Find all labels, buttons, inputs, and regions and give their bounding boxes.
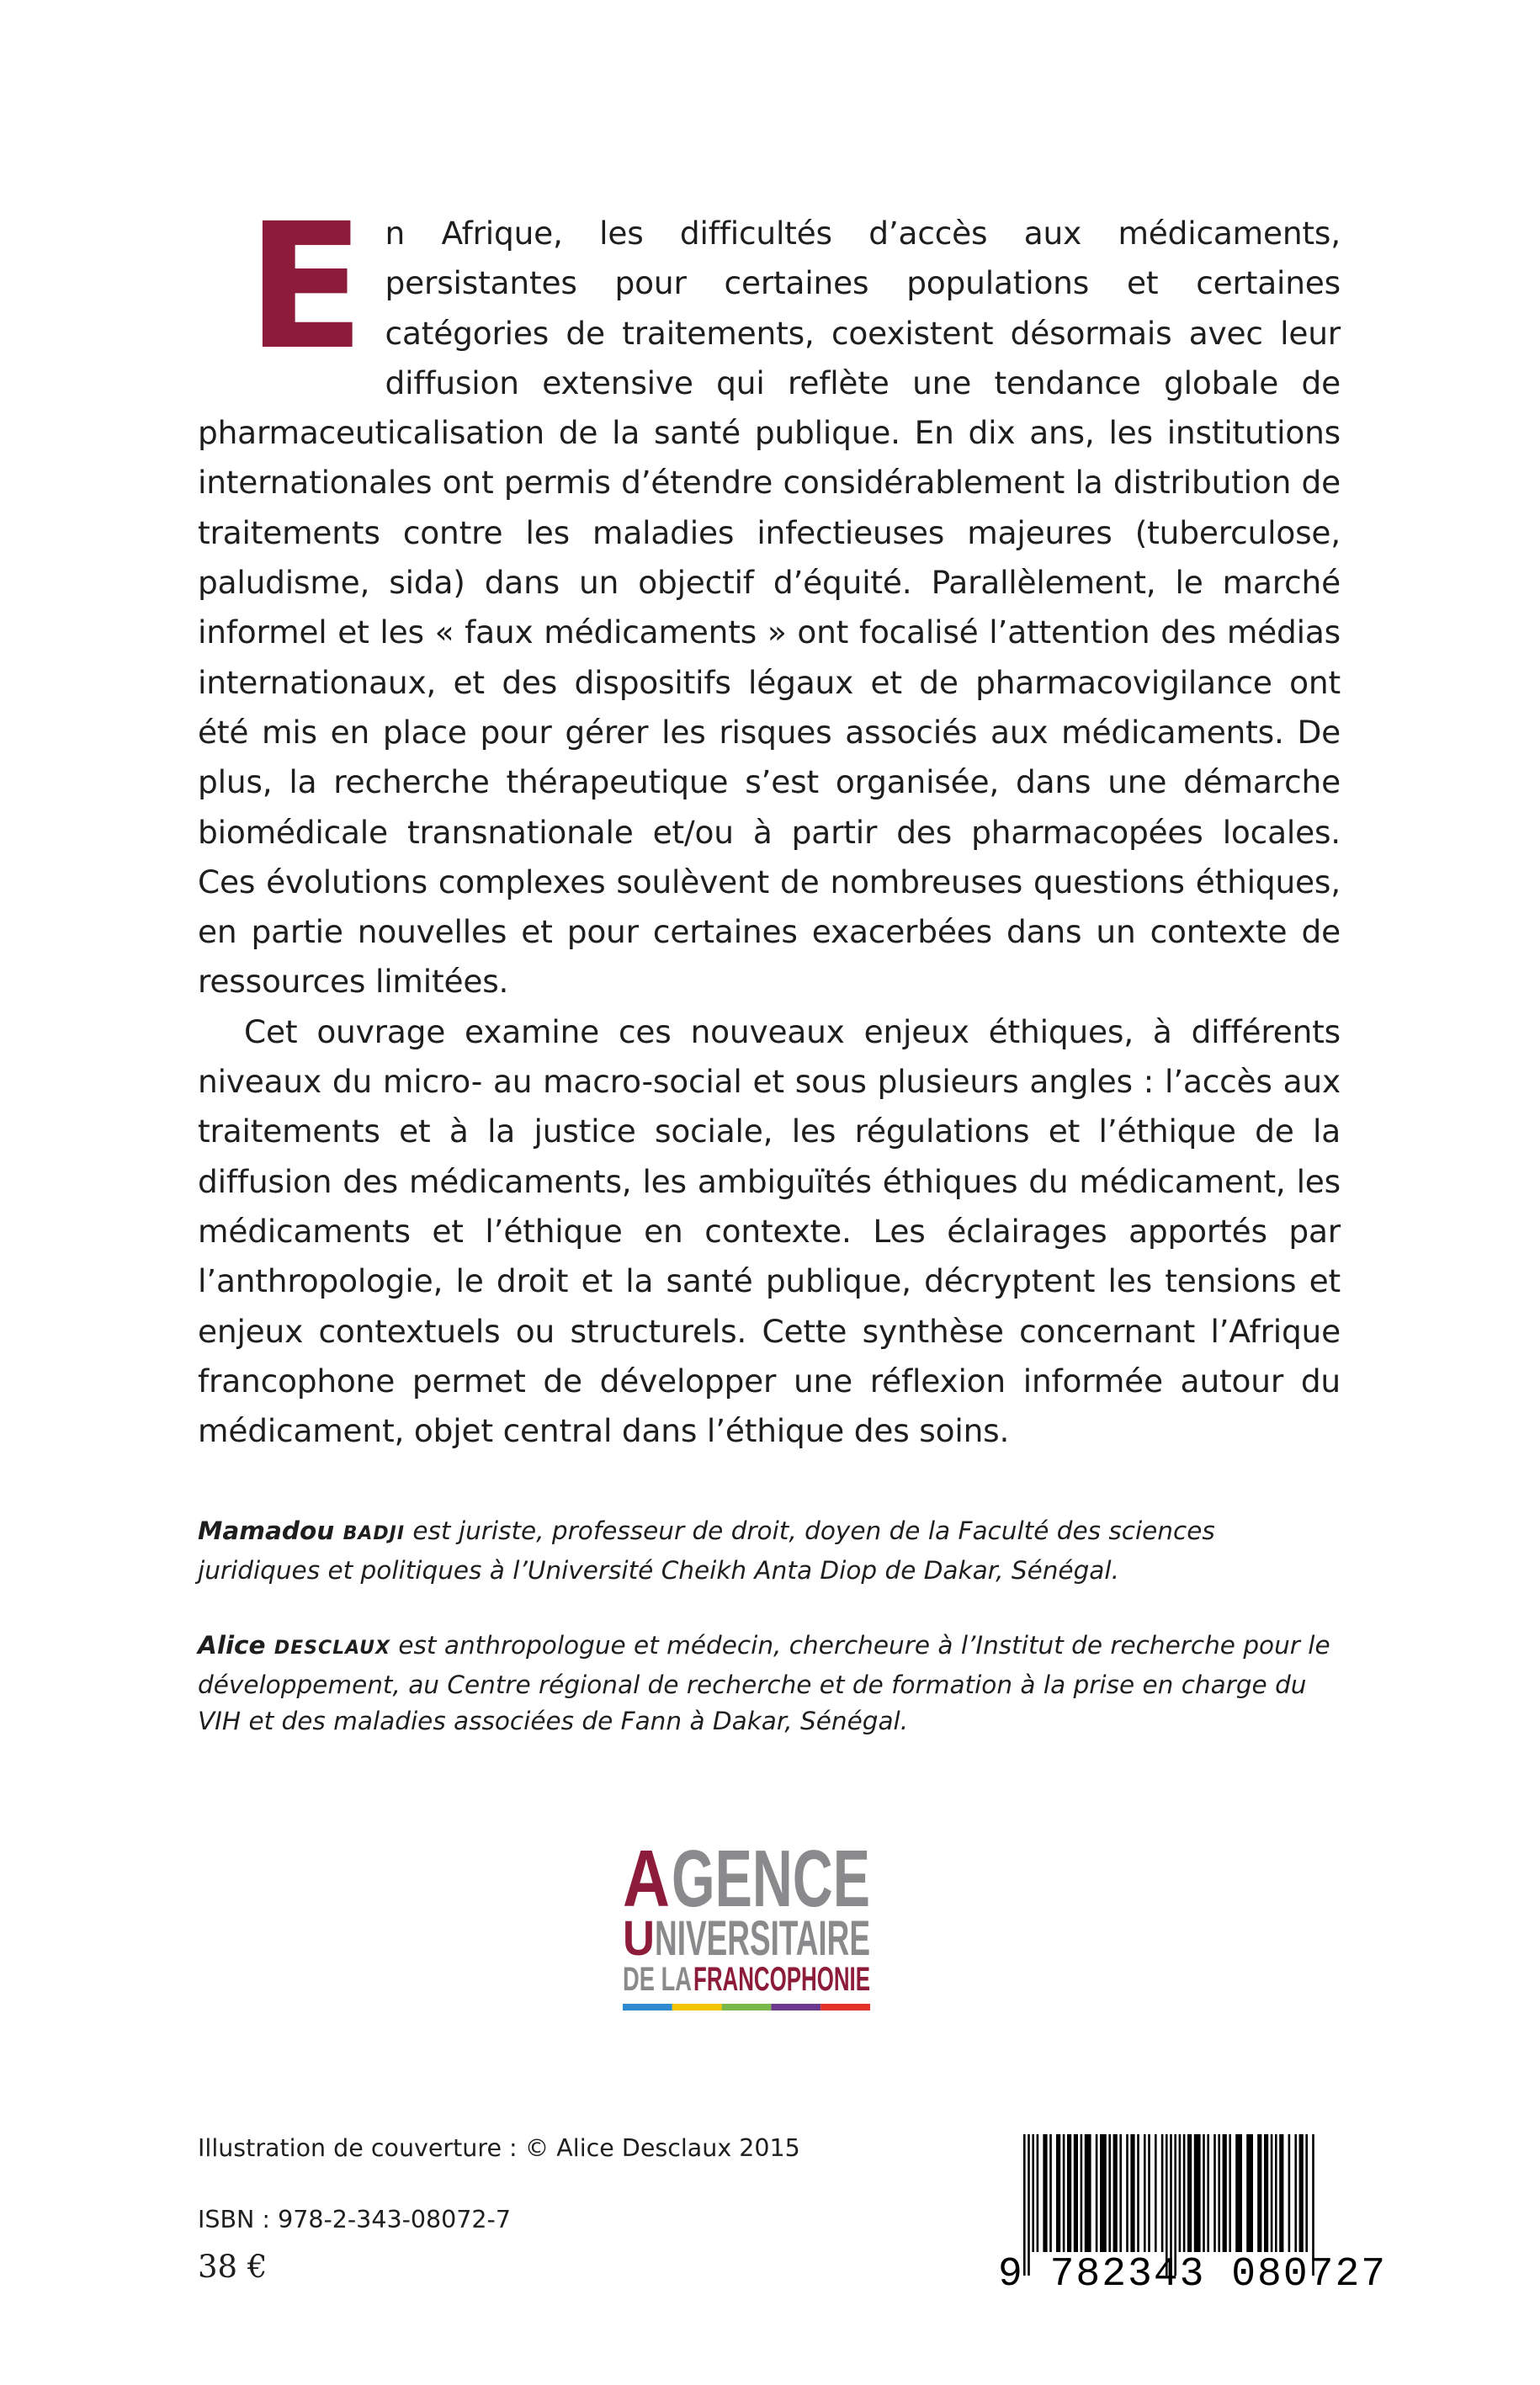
author-bios: [198, 1513, 1342, 1779]
barcode-bar: [1063, 2134, 1065, 2252]
author-last-name: DESCLAUX: [273, 1638, 391, 1659]
barcode-bar: [1144, 2134, 1146, 2252]
auf-logo: [621, 1839, 874, 2017]
author-first-name: Alice: [198, 1631, 266, 1660]
price: 38 €: [198, 2249, 268, 2285]
barcode-bar: [1108, 2134, 1111, 2252]
logo-stripe: [672, 2004, 722, 2011]
barcode-bar: [1130, 2134, 1134, 2252]
logo-stripe: [771, 2004, 820, 2011]
summary-text: [198, 186, 1341, 1456]
barcode-bar: [1137, 2134, 1139, 2252]
barcode-bar: [1223, 2134, 1227, 2252]
barcode-bar: [1187, 2134, 1192, 2252]
barcode-bar: [1085, 2134, 1091, 2252]
barcode-bar: [1246, 2134, 1253, 2252]
barcode-bar: [1049, 2134, 1052, 2252]
logo-word-de-la: DE LA: [623, 1961, 692, 1998]
barcode-bar: [1257, 2134, 1261, 2252]
barcode-bar: [1074, 2134, 1078, 2252]
barcode-bar: [1288, 2134, 1291, 2252]
barcode-bar: [1203, 2134, 1205, 2252]
barcode-bar: [1294, 2134, 1297, 2252]
author-bio-text: est anthropologue et médecin, chercheure à l’Institut de recherche pour le développement, au Centre régional de recherche et de formation à la prise en charge du VIH et des maladies associées de Fann à Dakar, Sénégal.: [198, 1631, 1330, 1735]
barcode-bar: [1067, 2134, 1071, 2252]
paragraph-1-text: n Afrique, les difficultés d’accès aux médicaments, persistantes pour certaines populations et certaines catégories de traitements, coexistent désormais avec leur diffusion extensive qui reflète une tendance globale de pharmaceuticalisation de la santé publique. En dix ans, les institutions internationales ont permis d’étendre considérablement la distribution de traitements contre les maladies infectieuses majeures (tuberculose, paludisme, sida) dans un objectif d’équité. Parallèlement, le marché informel et les « faux médicaments » ont focalisé l’attention des médias internationaux, et des dispositifs légaux et de pharmacovigilance ont été mis en place pour gérer les risques associés aux médicaments. De plus, la recherche thérapeutique s’est organisée, dans une démarche biomédicale transnationale et/ou à partir des pharmacopées locales. Ces évolutions complexes soulèvent de nombreuses questions éthiques, en partie nouvelles et pour certaines exacerbées dans un contexte de ressources limitées.: [198, 215, 1341, 1001]
logo-color-stripes: [623, 2004, 870, 2011]
barcode-digits: 9 782343 080727: [998, 2252, 1388, 2297]
logo-word-gence: GENCE: [672, 1839, 870, 1924]
barcode-bar: [1056, 2134, 1060, 2252]
author-first-name: Mamadou: [198, 1517, 335, 1545]
barcode-bar: [1096, 2134, 1098, 2252]
barcode-bar: [1161, 2134, 1164, 2252]
logo-stripe: [820, 2004, 870, 2011]
author-last-name: BADJI: [343, 1523, 406, 1544]
logo-initial-u: U: [623, 1911, 655, 1966]
barcode-bar: [1113, 2134, 1118, 2252]
barcode-bar: [1179, 2134, 1182, 2252]
logo-stripe: [722, 2004, 772, 2011]
summary-paragraph-1: [198, 186, 1341, 1007]
logo-word-francophonie: FRANCOPHONIE: [693, 1961, 870, 1998]
barcode-bar: [1126, 2134, 1128, 2252]
barcode-bar: [1264, 2134, 1268, 2252]
cover-illustration-credit: Illustration de couverture : © Alice Desclaux 2015: [198, 2134, 800, 2162]
author-name: [198, 1517, 405, 1545]
logo-stripe: [623, 2004, 672, 2011]
isbn: ISBN : 978-2-343-08072-7: [198, 2206, 511, 2234]
logo-initial-a: A: [623, 1839, 670, 1924]
author-name: [198, 1631, 390, 1660]
barcode-bar: [1119, 2134, 1122, 2252]
barcode-bar: [1155, 2134, 1157, 2252]
barcode-bar: [1194, 2134, 1201, 2252]
barcode-bar: [1081, 2134, 1083, 2252]
barcode-bar: [1305, 2134, 1308, 2252]
barcode-bar: [1037, 2134, 1039, 2252]
barcode-bar: [1043, 2134, 1047, 2252]
drop-cap-letter: E: [247, 186, 365, 388]
author-bio-badji: [198, 1513, 1342, 1589]
barcode-bar: [1299, 2134, 1304, 2252]
barcode-bar: [1235, 2134, 1242, 2252]
author-bio-text: est juriste, professeur de droit, doyen de la Faculté des sciences juridiques et politiques à l’Université Cheikh Anta Diop de Dakar, Sénégal.: [198, 1517, 1215, 1585]
barcode-bar: [1218, 2134, 1220, 2252]
barcode-bar: [1275, 2134, 1277, 2252]
barcode-bar: [1207, 2134, 1209, 2252]
barcode-bar: [1229, 2134, 1231, 2252]
author-bio-desclaux: [198, 1628, 1342, 1740]
barcode-bar: [1148, 2134, 1150, 2252]
summary-paragraph-2: Cet ouvrage examine ces nouveaux enjeux éthiques, à différents niveaux du micro- au macro-social et sous plusieurs angles : l’accès aux traitements et à la justice sociale, les régulations et l’éthique de la diffusion des médicaments, les ambiguïtés éthiques du médicament, les médicaments et l’éthique en contexte. Les éclairages apportés par l’anthropologie, le droit et la santé publique, décryptent les tensions et enjeux contextuels ou structurels. Cette synthèse concernant l’Afrique francophone permet de développer une réflexion informée autour du médicament, objet central dans l’éthique des soins.: [198, 1012, 1341, 1450]
barcode-bar: [1271, 2134, 1273, 2252]
logo-word-niversitaire: NIVERSITAIRE: [655, 1911, 870, 1966]
barcode-bar: [1183, 2134, 1186, 2252]
barcode-bar: [1279, 2134, 1283, 2252]
barcode-bar: [1213, 2134, 1216, 2252]
barcode-bar: [1032, 2134, 1034, 2252]
barcode-bar: [1100, 2134, 1107, 2252]
